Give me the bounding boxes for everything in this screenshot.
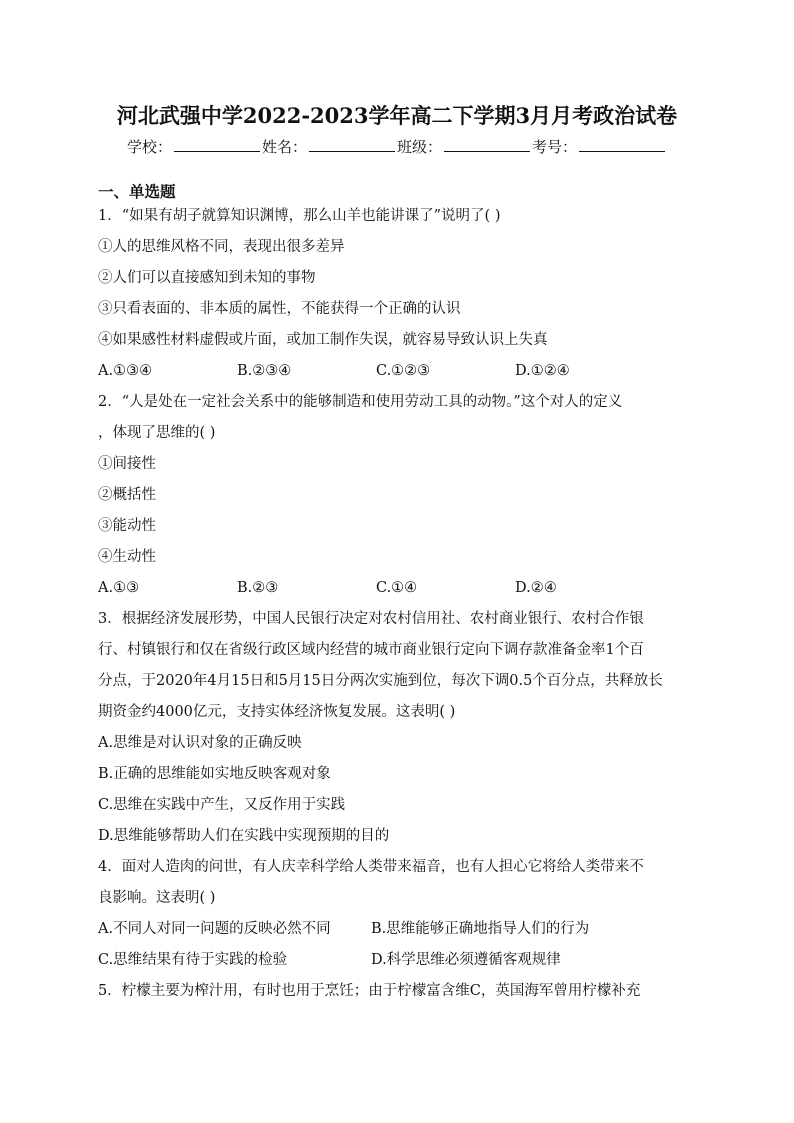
q4-option-a[interactable]: A.不同人对同一问题的反映必然不同 [98,921,331,937]
q1-option-a[interactable]: A.①③④ [98,363,153,379]
q2-option-d[interactable]: D.②④ [515,580,557,596]
q1-item: ②人们可以直接感知到未知的事物 [98,270,316,286]
q4-stem: 4．面对人造肉的问世，有人庆幸科学给人类带来福音，也有人担心它将给人类带来不 [98,859,644,875]
q3-stem: 3．根据经济发展形势，中国人民银行决定对农村信用社、农村商业银行、农村合作银 [98,611,644,627]
name-label: 姓名： [261,138,307,156]
q2-options [98,576,698,607]
number-label: 考号： [532,138,578,156]
q2-stem: 2．“人是处在一定社会关系中的能够制造和使用劳动工具的动物。”这个对人的定义 [98,394,623,410]
q2-item: ②概括性 [98,487,156,503]
questions [98,204,698,1010]
school-blank[interactable] [174,137,260,152]
class-label: 班级： [397,138,443,156]
q2-stem: ，体现了思维的( ) [98,425,216,441]
q1-option-d[interactable]: D.①②④ [515,363,570,379]
number-blank[interactable] [579,137,665,152]
student-info-row [0,136,794,157]
q1-item: ④如果感性材料虚假或片面，或加工制作失误，就容易导致认识上失真 [98,332,548,348]
section-heading: 一、单选题 [98,182,176,201]
q3-option-c[interactable]: C.思维在实践中产生，又反作用于实践 [98,797,346,813]
q4-option-c[interactable]: C.思维结果有待于实践的检验 [98,952,288,968]
q3-option-a[interactable]: A.思维是对认识对象的正确反映 [98,735,302,751]
q2-option-c[interactable]: C.①④ [376,580,418,596]
q2-item: ③能动性 [98,518,156,534]
q3-option-d[interactable]: D.思维能够帮助人们在实践中实现预期的目的 [98,828,390,844]
q1-option-b[interactable]: B.②③④ [237,363,292,379]
q1-options [98,359,698,390]
q2-option-b[interactable]: B.②③ [237,580,279,596]
q4-options-row [98,917,698,948]
q2-item: ④生动性 [98,549,156,565]
school-label: 学校： [126,138,172,156]
name-blank[interactable] [309,137,395,152]
q5-stem: 5．柠檬主要为榨汁用，有时也用于烹饪；由于柠檬富含维C，英国海军曾用柠檬补充 [98,983,641,999]
q4-option-d[interactable]: D.科学思维必须遵循客观规律 [371,952,561,968]
q2-item: ①间接性 [98,456,156,472]
q1-stem: 1．“如果有胡子就算知识渊博，那么山羊也能讲课了”说明了( ) [98,208,501,224]
q2-option-a[interactable]: A.①③ [98,580,140,596]
class-blank[interactable] [444,137,530,152]
q3-stem: 分点，于2020年4月15日和5月15日分两次实施到位，每次下调0.5个百分点，共释放长 [98,673,663,689]
q1-item: ③只看表面的、非本质的属性，不能获得一个正确的认识 [98,301,461,317]
q3-stem: 期资金约4000亿元，支持实体经济恢复发展。这表明( ) [98,704,456,720]
q1-option-c[interactable]: C.①②③ [376,363,431,379]
q4-stem: 良影响。这表明( ) [98,890,216,906]
q3-stem: 行、村镇银行和仅在省级行政区域内经营的城市商业银行定向下调存款准备金率1个百 [98,642,644,658]
q4-option-b[interactable]: B.思维能够正确地指导人们的行为 [371,921,590,937]
page-title: 河北武强中学2022-2023学年高二下学期3月月考政治试卷 [116,103,678,128]
q4-options-row [98,948,698,979]
q3-option-b[interactable]: B.正确的思维能如实地反映客观对象 [98,766,331,782]
q1-item: ①人的思维风格不同，表现出很多差异 [98,239,345,255]
